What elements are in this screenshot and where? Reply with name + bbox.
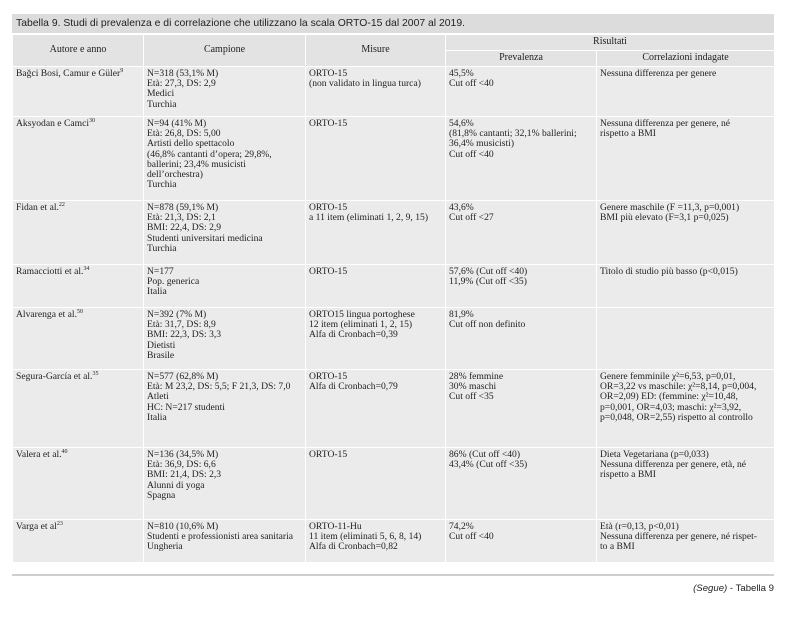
reference-number: 35 <box>92 370 99 377</box>
reference-number: 23 <box>56 520 63 527</box>
cell-sample <box>144 448 306 520</box>
prevalence-line: 74,2% <box>449 521 474 532</box>
sample-line: Atleti <box>147 391 169 403</box>
sample-line: Turchia <box>147 179 177 191</box>
measures-line: ORTO-15 <box>309 118 348 129</box>
correlations-line: Nessuna differenza per genere <box>600 68 717 79</box>
measures-line: Alfa di Cronbach=0,39 <box>309 329 398 341</box>
table-row <box>13 308 775 370</box>
measures-line: 11 item (eliminati 5, 6, 8, 14) <box>309 531 422 543</box>
sample-line: Studenti universitari medicina <box>147 232 263 244</box>
cell-correlations <box>597 117 775 201</box>
cell-correlations <box>597 308 775 370</box>
cell-prevalence <box>446 448 597 520</box>
cell-correlations <box>597 201 775 265</box>
prevalence-line: 86% (Cut off <40) <box>449 449 521 460</box>
correlations-line: p=0,001, OR=4,03; maschi: χ²=3,92, <box>600 401 742 413</box>
table-row <box>13 201 775 265</box>
cell-measures <box>306 201 446 265</box>
correlations-line: rispetto a BMI <box>600 128 656 140</box>
prevalence-line: Cut off <35 <box>449 391 494 403</box>
measures-line: ORTO-15 <box>309 371 348 382</box>
cell-sample <box>144 117 306 201</box>
sample-line: Brasile <box>147 349 175 361</box>
sample-line: Spagna <box>147 489 176 501</box>
sample-line: dell’orchestra) <box>147 169 203 181</box>
prevalence-line: 81,9% <box>449 309 474 320</box>
cell-prevalence <box>446 67 597 117</box>
sample-line: Età: 36,9, DS: 6,6 <box>147 459 216 471</box>
cell-measures <box>306 67 446 117</box>
header-results: Risultati <box>446 35 775 51</box>
sample-line: Pop. generica <box>147 276 200 288</box>
sample-line: Età: 21,3, DS: 2,1 <box>147 212 216 224</box>
sample-line: Età: 27,3, DS: 2,9 <box>147 78 216 90</box>
prevalence-line: 30% maschi <box>449 381 497 393</box>
cell-prevalence <box>446 265 597 308</box>
sample-line: Turchia <box>147 242 177 254</box>
sample-line: BMI: 22,3, DS: 3,3 <box>147 329 222 341</box>
table-row <box>13 370 775 448</box>
sample-line: ballerini; 23,4% musicisti <box>147 158 246 170</box>
table-row <box>13 520 775 563</box>
sample-line: BMI: 22,4, DS: 2,9 <box>147 222 222 234</box>
correlations-line: Nessuna differenza per genere, né <box>600 118 731 129</box>
prevalence-line: Cut off non definito <box>449 319 526 331</box>
sample-line: Medici <box>147 88 175 100</box>
sample-line: Artisti dello spettacolo <box>147 138 235 150</box>
prevalence-line: 28% femmine <box>449 371 504 382</box>
cell-sample <box>144 370 306 448</box>
author-name: Valera et al. <box>16 449 62 460</box>
sample-line: (46,8% cantanti d’opera; 29,8%, <box>147 148 272 160</box>
correlations-line: Genere maschile (F =11,3, p=0,001) <box>600 202 740 213</box>
reference-number: 30 <box>89 117 96 124</box>
measures-line: ORTO-15 <box>309 266 348 277</box>
measures-line: Alfa di Cronbach=0,82 <box>309 541 398 553</box>
measures-line: a 11 item (eliminati 1, 2, 9, 15) <box>309 212 429 224</box>
cell-author <box>13 117 144 201</box>
author-name: Fidan et al. <box>16 202 59 213</box>
cell-author <box>13 201 144 265</box>
sample-line: N=878 (59,1% M) <box>147 202 219 213</box>
prevalence-line: 54,6% <box>449 118 474 129</box>
cell-sample <box>144 308 306 370</box>
cell-correlations <box>597 265 775 308</box>
cell-author <box>13 265 144 308</box>
sample-line: Dietisti <box>147 339 176 351</box>
sample-line: Età: 31,7, DS: 8,9 <box>147 319 216 331</box>
measures-line: ORTO15 lingua portoghese <box>309 309 415 320</box>
cell-prevalence <box>446 201 597 265</box>
correlations-line: Genere femminile χ²=6,53, p=0,01, <box>600 371 736 382</box>
cell-sample <box>144 520 306 563</box>
correlations-line: OR=3,22 vs maschile: χ²=8,14, p=0,004, <box>600 381 757 393</box>
prevalence-line: Cut off <40 <box>449 78 494 90</box>
sample-line: N=577 (62,8% M) <box>147 371 219 382</box>
prevalence-line: 11,9% (Cut off <35) <box>449 276 527 288</box>
sample-line: Italia <box>147 411 167 423</box>
reference-number: 22 <box>58 201 65 208</box>
correlations-line: Età (r=0,13, p<0,01) <box>600 521 679 532</box>
correlations-line: BMI più elevato (F=3,1 p=0,025) <box>600 212 729 224</box>
cell-measures <box>306 265 446 308</box>
header-author: Autore e anno <box>13 35 144 67</box>
correlations-line: Dieta Vegetariana (p=0,033) <box>600 449 709 460</box>
cell-author <box>13 308 144 370</box>
continued-note <box>693 583 774 594</box>
cell-prevalence <box>446 520 597 563</box>
table-row <box>13 448 775 520</box>
cell-sample <box>144 67 306 117</box>
sample-line: N=177 <box>147 266 174 277</box>
correlations-line: Nessuna differenza per genere, età, né <box>600 459 747 471</box>
cell-measures <box>306 520 446 563</box>
sample-line: Alunni di yoga <box>147 479 205 491</box>
prevalence-line: 43,4% (Cut off <35) <box>449 459 528 471</box>
cell-measures <box>306 117 446 201</box>
author-name: Ramacciotti et al. <box>16 266 84 277</box>
continued-label: (Segue) <box>693 583 728 594</box>
prevalence-line: 57,6% (Cut off <40) <box>449 266 528 277</box>
table-caption: Tabella 9. Studi di prevalenza e di correlazione che utilizzano la scala ORTO-15 dal 2007 al 2019. <box>12 14 774 33</box>
measures-line: Alfa di Cronbach=0,79 <box>309 381 398 393</box>
cell-measures <box>306 308 446 370</box>
correlations-line: Nessuna differenza per genere, né rispet- <box>600 531 757 543</box>
sample-line: Studenti e professionisti area sanitaria <box>147 531 293 543</box>
reference-number: 34 <box>83 265 90 272</box>
sample-line: N=392 (7% M) <box>147 309 207 320</box>
reference-number: 9 <box>120 67 124 74</box>
table-row <box>13 67 775 117</box>
sample-line: BMI: 21,4, DS: 2,3 <box>147 469 222 481</box>
measures-line: 12 item (eliminati 1, 2, 15) <box>309 319 413 331</box>
data-table <box>12 34 775 563</box>
prevalence-line: (81,8% cantanti; 32,1% ballerini; <box>449 128 577 140</box>
cell-author <box>13 67 144 117</box>
sample-line: N=318 (53,1% M) <box>147 68 219 79</box>
reference-number: 50 <box>77 308 83 315</box>
sample-line: N=136 (34,5% M) <box>147 449 219 460</box>
sample-line: Ungheria <box>147 541 183 553</box>
correlations-line: rispetto a BMI <box>600 469 656 481</box>
measures-line: ORTO-15 <box>309 202 348 213</box>
author-name: Varga et al <box>16 521 57 532</box>
sample-line: Turchia <box>147 98 177 110</box>
author-name: Alvarenga et al. <box>16 309 77 320</box>
sample-line: N=94 (41% M) <box>147 118 207 129</box>
cell-prevalence <box>446 308 597 370</box>
measures-line: (non validato in lingua turca) <box>309 78 421 90</box>
prevalence-line: 45,5% <box>449 68 474 79</box>
header-correlations: Correlazioni indagate <box>597 51 775 67</box>
correlations-line: to a BMI <box>600 541 635 553</box>
cell-correlations <box>597 67 775 117</box>
prevalence-line: Cut off <40 <box>449 148 494 160</box>
correlations-line: p=0,048, OR=2,55) rispetto al controllo <box>600 411 753 423</box>
header-sample: Campione <box>144 35 306 67</box>
sample-line: Italia <box>147 286 167 298</box>
correlations-line: Titolo di studio più basso (p<0,015) <box>600 266 738 277</box>
cell-prevalence <box>446 117 597 201</box>
sample-line: N=810 (10,6% M) <box>147 521 219 532</box>
author-name: Bağci Bosi, Camur e Güler <box>16 68 121 79</box>
table-ref-label: - Tabella 9 <box>727 583 774 594</box>
cell-sample <box>144 201 306 265</box>
cell-author <box>13 370 144 448</box>
sample-line: Età: M 23,2, DS: 5,5; F 21,3, DS: 7,0 <box>147 381 291 393</box>
prevalence-line: Cut off <40 <box>449 531 494 543</box>
prevalence-line: 43,6% <box>449 202 474 213</box>
reference-number: 40 <box>61 448 68 455</box>
table-row <box>13 265 775 308</box>
cell-measures <box>306 370 446 448</box>
cell-correlations <box>597 520 775 563</box>
author-name: Aksyodan e Camci <box>16 118 90 129</box>
prevalence-line: Cut off <27 <box>449 212 494 224</box>
measures-line: ORTO-15 <box>309 68 348 79</box>
cell-correlations <box>597 448 775 520</box>
header-measures: Misure <box>306 35 446 67</box>
cell-prevalence <box>446 370 597 448</box>
measures-line: ORTO-11-Hu <box>309 521 362 532</box>
header-prevalence: Prevalenza <box>446 51 597 67</box>
sample-line: Età: 26,8, DS: 5,00 <box>147 128 221 140</box>
table-bottom-rule <box>12 574 774 576</box>
correlations-line: OR=2,09) ED: (femmine: χ²=10,48, <box>600 391 738 403</box>
cell-correlations <box>597 370 775 448</box>
prevalence-line: 36,4% musicisti) <box>449 138 515 150</box>
sample-line: HC: N=217 studenti <box>147 401 225 413</box>
author-name: Segura-García et al. <box>16 371 93 382</box>
cell-author <box>13 448 144 520</box>
measures-line: ORTO-15 <box>309 449 348 460</box>
cell-author <box>13 520 144 563</box>
cell-sample <box>144 265 306 308</box>
cell-measures <box>306 448 446 520</box>
table-row <box>13 117 775 201</box>
